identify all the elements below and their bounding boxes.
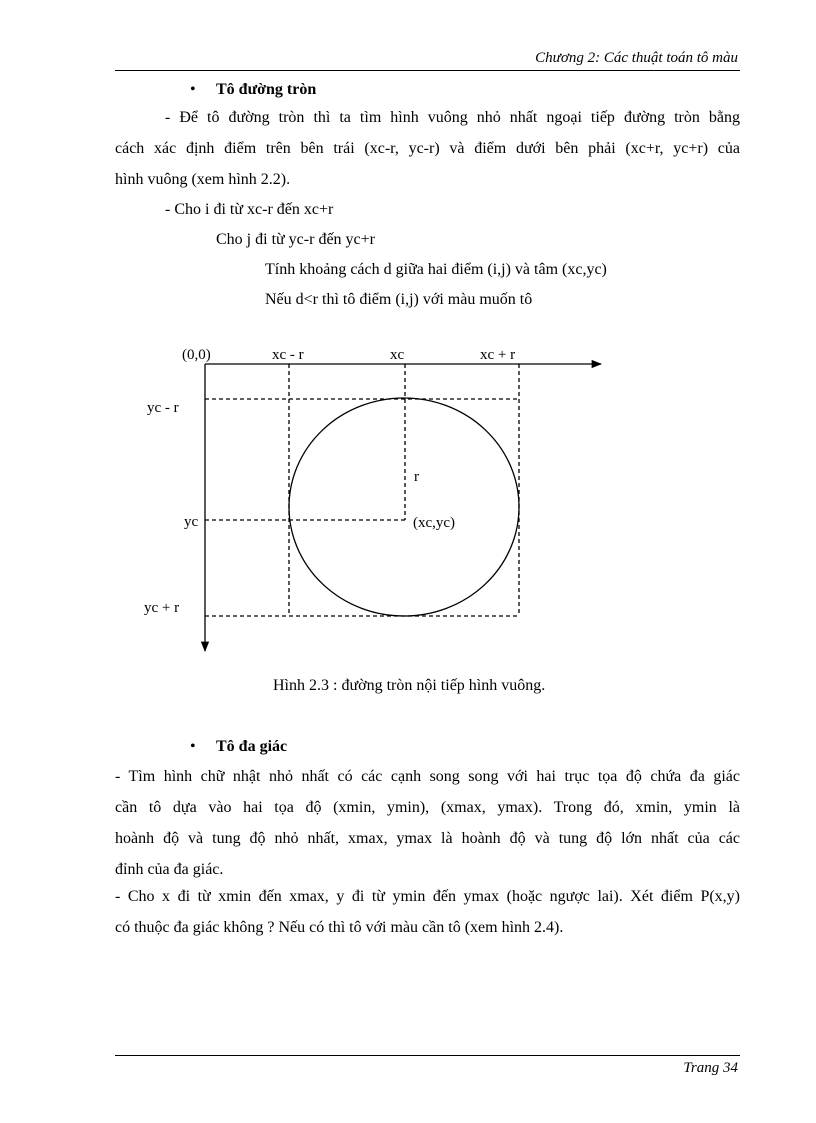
bullet-point: • <box>190 81 196 98</box>
inscribed-circle <box>289 398 519 616</box>
center-label: (xc,yc) <box>413 515 456 531</box>
paragraph-line: hoành độ và tung độ nhỏ nhất, xmax, ymax là hoành độ và tung độ lớn nhất của các <box>115 830 740 847</box>
bullet-point: • <box>190 738 196 755</box>
x-label-xc-plus-r: xc + r <box>480 347 516 363</box>
y-label-yc-minus-r: yc - r <box>147 400 179 416</box>
origin-label: (0,0) <box>182 347 211 363</box>
paragraph-line: có thuộc đa giác không ? Nếu có thì tô với màu cần tô (xem hình 2.4). <box>115 919 564 936</box>
y-label-yc: yc <box>184 514 199 530</box>
paragraph-line: - Tìm hình chữ nhật nhỏ nhất có các cạnh song song với hai trục tọa độ chứa đa giác <box>115 768 740 785</box>
section-heading-circle-fill: Tô đường tròn <box>216 81 317 98</box>
algorithm-line: Nếu d<r thì tô điểm (i,j) với màu muốn tô <box>265 291 533 308</box>
paragraph-line: hình vuông (xem hình 2.2). <box>115 171 291 188</box>
page-number: Trang 34 <box>683 1060 738 1076</box>
algorithm-line: Tính khoảng cách d giữa hai điểm (i,j) và tâm (xc,yc) <box>265 261 607 278</box>
paragraph-line: - Để tô đường tròn thì ta tìm hình vuông nhỏ nhất ngoại tiếp đường tròn bằng <box>165 109 740 126</box>
algorithm-line: Cho j đi từ yc-r đến yc+r <box>216 231 375 248</box>
y-label-yc-plus-r: yc + r <box>144 600 180 616</box>
radius-label: r <box>414 469 419 485</box>
figure-caption: Hình 2.3 : đường tròn nội tiếp hình vuông. <box>273 677 546 694</box>
paragraph-line: cần tô dựa vào hai tọa độ (xmin, ymin), (xmax, ymax). Trong đó, xmin, ymin là <box>115 799 740 816</box>
x-label-xc: xc <box>390 347 405 363</box>
x-label-xc-minus-r: xc - r <box>272 347 304 363</box>
running-header: Chương 2: Các thuật toán tô màu <box>535 50 738 66</box>
paragraph-line: cách xác định điểm trên bên trái (xc-r, yc-r) và điểm dưới bên phải (xc+r, yc+r) của <box>115 140 740 157</box>
section-heading-polygon-fill: Tô đa giác <box>216 738 288 755</box>
paragraph-line: - Cho x đi từ xmin đến xmax, y đi từ ymin đến ymax (hoặc ngược lai). Xét điểm P(x,y) <box>115 888 740 905</box>
paragraph-line: đỉnh của đa giác. <box>115 861 224 878</box>
algorithm-line: - Cho i đi từ xc-r đến xc+r <box>165 201 334 218</box>
footer-rule <box>115 1055 740 1056</box>
